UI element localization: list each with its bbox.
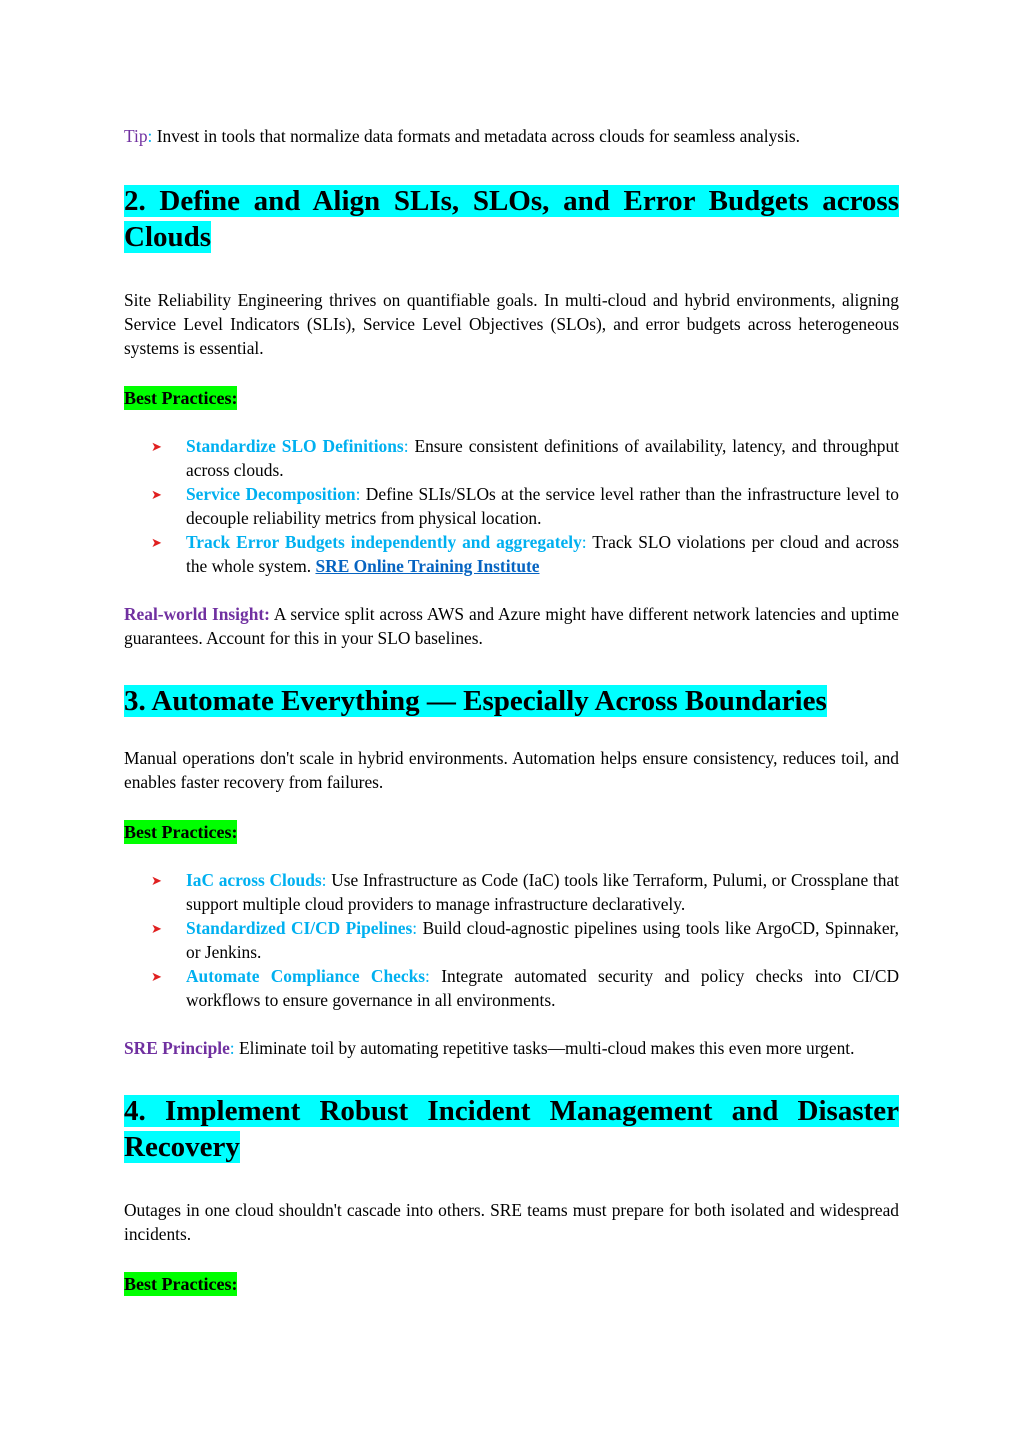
arrowhead-bullet-icon: ➤ (151, 535, 162, 550)
sre-training-link[interactable]: SRE Online Training Institute (315, 556, 540, 576)
list-item-text: Integrate automated security and policy checks into CI/CD workflows to ensure governance in all environments. (186, 966, 899, 1010)
list-item-text: Use Infrastructure as Code (IaC) tools like Terraform, Pulumi, or Crossplane that support multiple cloud providers to manage infrastructure declaratively. (186, 870, 899, 914)
arrowhead-bullet-icon: ➤ (151, 873, 162, 888)
arrowhead-bullet-icon: ➤ (151, 439, 162, 454)
list-item-term: Service Decomposition (186, 484, 356, 504)
list-item-term: Track Error Budgets independently and aggregately (186, 532, 582, 552)
list-item: ➤ Standardize SLO Definitions: Ensure consistent definitions of availability, latency, and throughput across clouds. (151, 436, 899, 480)
section-2-intro: Site Reliability Engineering thrives on quantifiable goals. In multi-cloud and hybrid environments, aligning Service Level Indicators (SLIs), Service Level Objectives (SLOs), and error budgets across heterogeneous systems is essential. (124, 290, 899, 358)
arrowhead-bullet-icon: ➤ (151, 921, 162, 936)
tip-text: Invest in tools that normalize data formats and metadata across clouds for seamless analysis. (156, 126, 801, 146)
tip-label: Tip (124, 126, 148, 146)
insight-text: A service split across AWS and Azure might have different network latencies and uptime guarantees. Account for this in your SLO baselines. (124, 604, 899, 648)
section-4-heading: 4. Implement Robust Incident Management and Disaster Recovery (124, 1095, 899, 1163)
principle-text: Eliminate toil by automating repetitive tasks—multi-cloud makes this even more urgent. (239, 1038, 855, 1058)
section-4-intro: Outages in one cloud shouldn't cascade into others. SRE teams must prepare for both isolated and widespread incidents. (124, 1200, 899, 1244)
list-item-text: Define SLIs/SLOs at the service level rather than the infrastructure level to decouple reliability metrics from physical location. (186, 484, 899, 528)
best-practices-label: Best Practices: (124, 388, 238, 408)
document-page (124, 124, 899, 1296)
best-practices-label: Best Practices: (124, 1274, 238, 1294)
list-item-term: Standardized CI/CD Pipelines (186, 918, 413, 938)
list-item-term: Automate Compliance Checks (186, 966, 426, 986)
list-item: ➤ Standardized CI/CD Pipelines: Build cloud-agnostic pipelines using tools like ArgoCD, Spinnaker, or Jenkins. (151, 918, 899, 962)
tip-paragraph: Tip: Invest in tools that normalize data formats and metadata across clouds for seamless analysis. (124, 126, 801, 146)
section-2-heading: 2. Define and Align SLIs, SLOs, and Error Budgets across Clouds (124, 185, 899, 253)
insight-label: Real-world Insight: (124, 604, 270, 624)
arrowhead-bullet-icon: ➤ (151, 969, 162, 984)
principle-label: SRE Principle (124, 1038, 230, 1058)
list-item-term: Standardize SLO Definitions (186, 436, 404, 456)
real-world-insight (124, 602, 899, 650)
list-item: ➤ Service Decomposition: Define SLIs/SLOs at the service level rather than the infrastructure level to decouple reliability metrics from physical location. (151, 484, 899, 528)
list-item: ➤ IaC across Clouds: Use Infrastructure as Code (IaC) tools like Terraform, Pulumi, or Crossplane that support multiple cloud providers to manage infrastructure declaratively. (151, 870, 899, 914)
list-item-text: Ensure consistent definitions of availability, latency, and throughput across clouds. (186, 436, 899, 480)
list-item-text: Track SLO violations per cloud and across the whole system. (186, 532, 899, 576)
best-practices-label: Best Practices: (124, 822, 238, 842)
section-3-intro: Manual operations don't scale in hybrid environments. Automation helps ensure consistency, reduces toil, and enables faster recovery from failures. (124, 748, 899, 792)
list-item: ➤ Automate Compliance Checks: Integrate automated security and policy checks into CI/CD workflows to ensure governance in all environments. (151, 966, 899, 1010)
list-item: ➤ Track Error Budgets independently and aggregately: Track SLO violations per cloud and across the whole system. SRE Online Training Institute (151, 532, 899, 576)
section-2-best-practices-list (124, 434, 899, 578)
section-3-best-practices-list (124, 868, 899, 1012)
arrowhead-bullet-icon: ➤ (151, 487, 162, 502)
section-3-heading: 3. Automate Everything — Especially Across Boundaries (124, 685, 827, 717)
sre-principle: SRE Principle: Eliminate toil by automating repetitive tasks—multi-cloud makes this even more urgent. (124, 1038, 855, 1058)
list-item-term: IaC across Clouds (186, 870, 322, 890)
list-item-text: Build cloud-agnostic pipelines using tools like ArgoCD, Spinnaker, or Jenkins. (186, 918, 899, 962)
